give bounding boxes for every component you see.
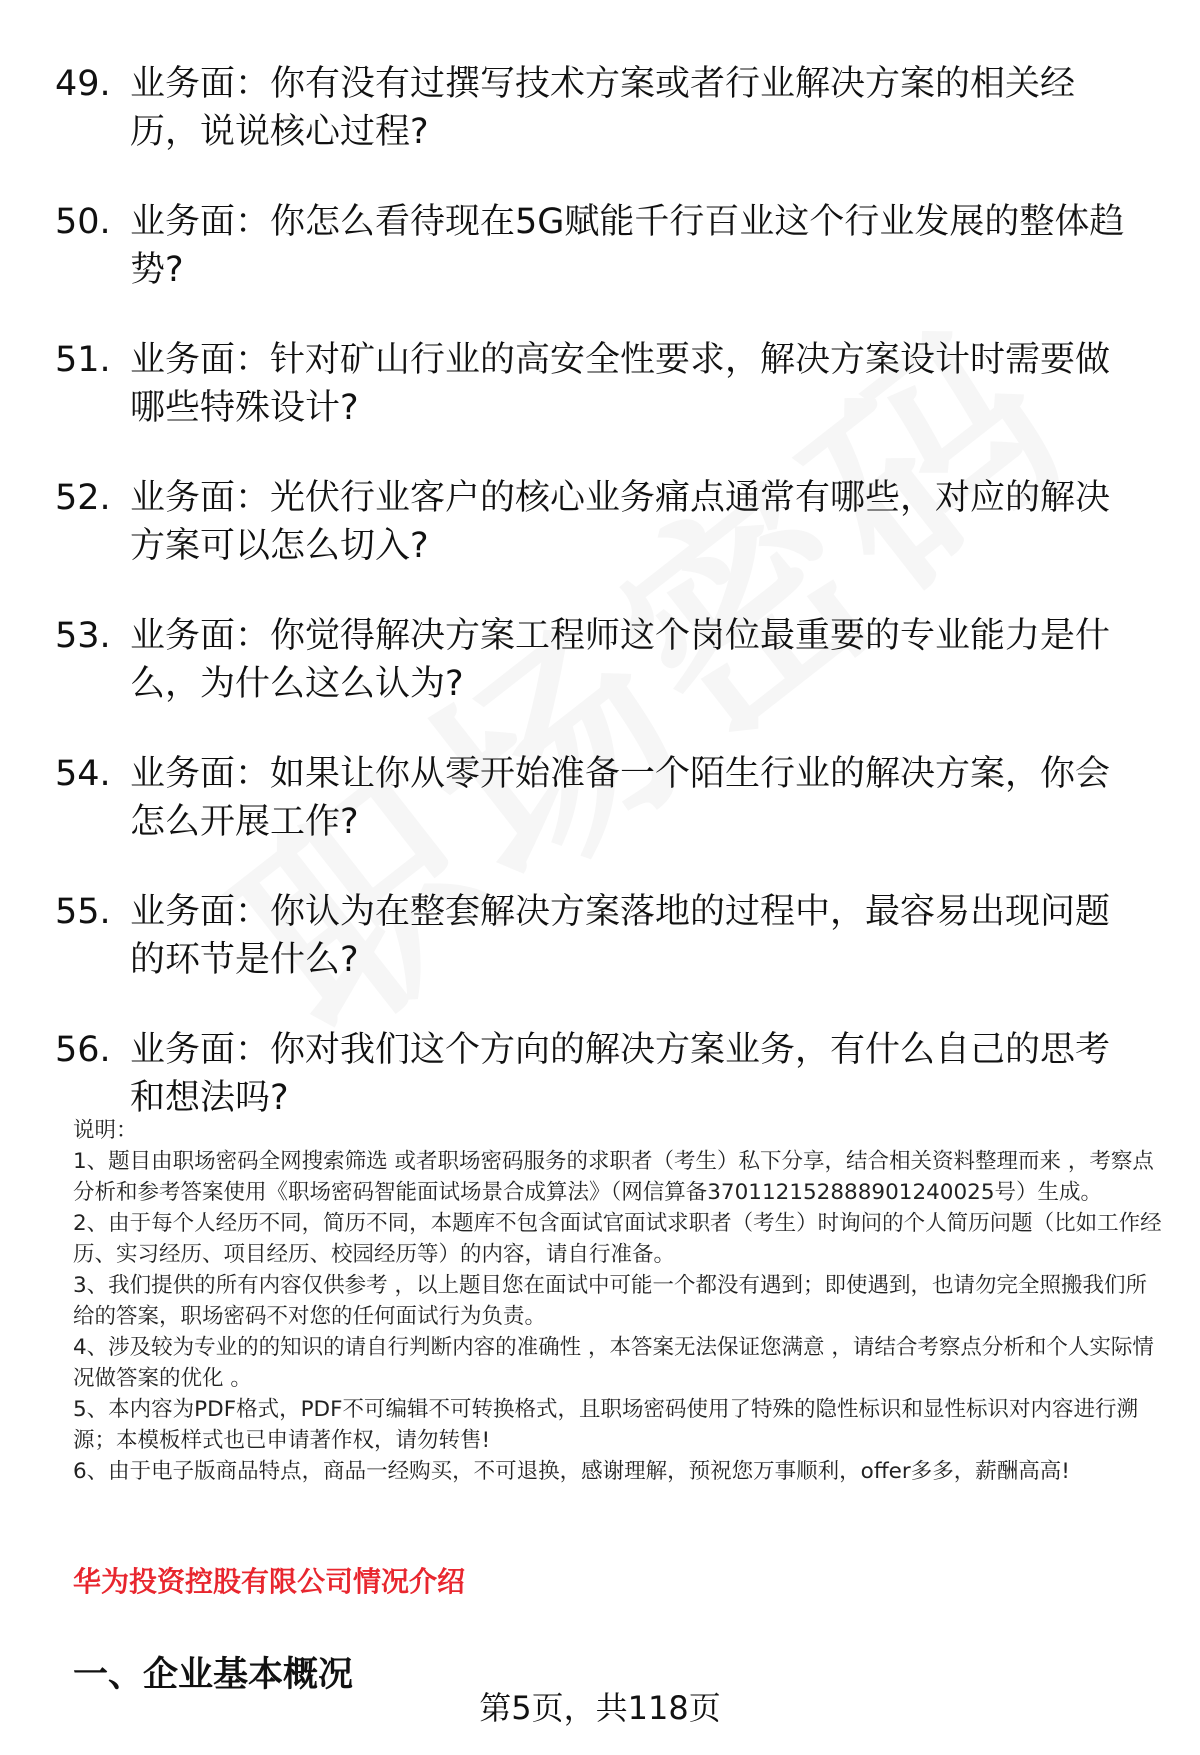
question-number: 52. bbox=[55, 478, 111, 518]
question-item bbox=[55, 750, 1155, 846]
question-text: 业务面：如果让你从零开始准备一个陌生行业的解决方案，你会怎么开展工作? bbox=[130, 754, 1111, 842]
question-item bbox=[55, 60, 1155, 156]
notes-section bbox=[73, 1115, 1163, 1487]
question-text: 业务面：你对我们这个方向的解决方案业务，有什么自己的思考和想法吗? bbox=[130, 1030, 1111, 1118]
question-item bbox=[55, 888, 1155, 984]
note-item: 6、由于电子版商品特点，商品一经购买，不可退换，感谢理解，预祝您万事顺利，offer多多，薪酬高高! bbox=[73, 1459, 1070, 1484]
company-intro-title: 华为投资控股有限公司情况介绍 bbox=[73, 1565, 466, 1598]
question-number: 49. bbox=[55, 64, 111, 104]
question-item bbox=[55, 198, 1155, 294]
note-item: 3、我们提供的所有内容仅供参考 ，以上题目您在面试中可能一个都没有遇到；即使遇到，也请勿完全照搬我们所给的答案，职场密码不对您的任何面试行为负责。 bbox=[73, 1273, 1148, 1329]
question-number: 50. bbox=[55, 202, 111, 242]
question-number: 54. bbox=[55, 754, 111, 794]
question-text: 业务面：针对矿山行业的高安全性要求，解决方案设计时需要做哪些特殊设计? bbox=[130, 340, 1111, 428]
question-number: 55. bbox=[55, 892, 111, 932]
question-text: 业务面：你认为在整套解决方案落地的过程中，最容易出现问题的环节是什么? bbox=[130, 892, 1111, 980]
question-number: 51. bbox=[55, 340, 111, 380]
page-number: 第5页，共118页 bbox=[479, 1689, 721, 1727]
question-item bbox=[55, 336, 1155, 432]
note-item: 4、涉及较为专业的的知识的请自行判断内容的准确性 ，本答案无法保证您满意 ，请结合考察点分析和个人实际情况做答案的优化 。 bbox=[73, 1335, 1154, 1391]
note-item: 5、本内容为PDF格式，PDF不可编辑不可转换格式，且职场密码使用了特殊的隐性标识和显性标识对内容进行溯源；本模板样式也已申请著作权，请勿转售! bbox=[73, 1397, 1138, 1453]
question-item bbox=[55, 612, 1155, 708]
question-item bbox=[55, 474, 1155, 570]
question-number: 56. bbox=[55, 1030, 111, 1070]
note-item: 1、题目由职场密码全网搜索筛选 或者职场密码服务的求职者（考生）私下分享，结合相关资料整理而来 ，考察点分析和参考答案使用《职场密码智能面试场景合成算法》（网信算备370112152888901240025号）生成。 bbox=[73, 1149, 1154, 1205]
question-text: 业务面：你有没有过撰写技术方案或者行业解决方案的相关经历，说说核心过程? bbox=[130, 64, 1076, 152]
question-text: 业务面：你觉得解决方案工程师这个岗位最重要的专业能力是什么，为什么这么认为? bbox=[130, 616, 1111, 704]
note-item: 2、由于每个人经历不同，简历不同，本题库不包含面试官面试求职者（考生）时询问的个人简历问题（比如工作经历、实习经历、项目经历、校园经历等）的内容，请自行准备。 bbox=[73, 1211, 1162, 1267]
notes-heading: 说明： bbox=[73, 1118, 138, 1143]
question-list bbox=[55, 60, 1155, 1164]
question-number: 53. bbox=[55, 616, 111, 656]
question-text: 业务面：光伏行业客户的核心业务痛点通常有哪些，对应的解决方案可以怎么切入? bbox=[130, 478, 1111, 566]
question-text: 业务面：你怎么看待现在5G赋能千行百业这个行业发展的整体趋势? bbox=[130, 202, 1125, 290]
question-item bbox=[55, 1026, 1155, 1122]
section-heading: 一、企业基本概况 bbox=[73, 1655, 354, 1695]
